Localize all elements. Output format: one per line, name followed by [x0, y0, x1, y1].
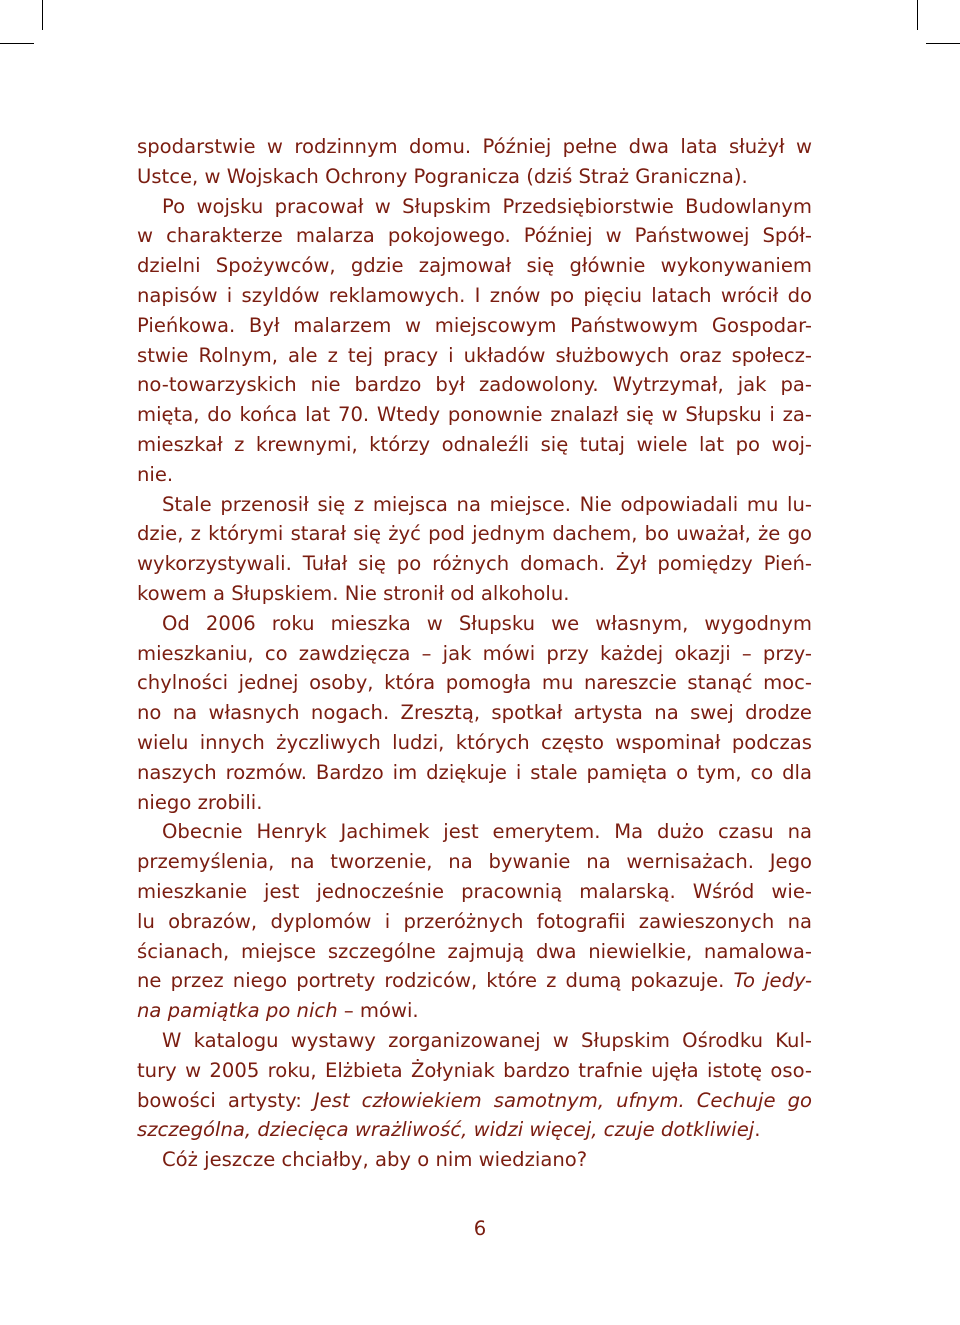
- text-run: bowości artysty:: [137, 1088, 302, 1112]
- text-run: mieszkaniu, co zawdzięcza – jak mówi przy każdej okazji – przy-: [137, 641, 812, 665]
- crop-mark-right: [926, 43, 960, 44]
- text-run: no na własnych nogach. Zresztą, spotkał artysta na swej drodze: [137, 701, 812, 725]
- text-run: – mówi.: [343, 999, 419, 1023]
- text-run: wielu innych życzliwych ludzi, których często wspominał podczas: [137, 730, 812, 754]
- text-line: [137, 996, 812, 1026]
- text-run: no-towarzyskich nie bardzo był zadowolony. Wytrzymał, jak pa-: [137, 373, 812, 397]
- body-text: [137, 132, 812, 1175]
- text-run: spodarstwie w rodzinnym domu. Później pełne dwa lata służył w: [137, 135, 812, 158]
- text-run: w charakterze malarza pokojowego. Później w Państwowej Spół-: [137, 224, 812, 248]
- text-run: dzielni Spożywców, gdzie zajmował się głównie wykonywaniem: [137, 254, 812, 278]
- text-run: chylności jednej osoby, która pomogła mu nareszcie stanąć moc-: [137, 671, 812, 695]
- text-line: [137, 847, 812, 877]
- text-line: [137, 251, 812, 281]
- text-run: mieszkanie jest jednocześnie pracownią malarską. Wśród wie-: [137, 879, 812, 903]
- text-line: [137, 1056, 812, 1086]
- text-run: W katalogu wystawy zorganizowanej w Słupskim Ośrodku Kul-: [162, 1028, 812, 1052]
- text-run: lu obrazów, dyplomów i przeróżnych fotografii zawieszonych na: [137, 909, 812, 933]
- text-line: [137, 132, 812, 162]
- text-line: [137, 519, 812, 549]
- text-line: [137, 221, 812, 251]
- text-line: [137, 728, 812, 758]
- text-run: tury w 2005 roku, Elżbieta Żołyniak bardzo trafnie ujęła istotę oso-: [137, 1058, 812, 1082]
- text-line: [137, 549, 812, 579]
- text-line: [137, 937, 812, 967]
- text-line: [137, 162, 812, 192]
- text-line: [137, 460, 812, 490]
- text-line: [137, 281, 812, 311]
- text-line: [137, 698, 812, 728]
- text-line: [137, 490, 812, 520]
- text-run: stwie Rolnym, ale z tej pracy i układów służbowych oraz społecz-: [137, 343, 812, 367]
- text-line: [137, 788, 812, 818]
- text-run: .: [754, 1118, 761, 1142]
- italic-quote: To jedy-: [733, 969, 812, 993]
- text-run: kowem a Słupskiem. Nie stronił od alkoholu.: [137, 581, 570, 605]
- text-line: [137, 817, 812, 847]
- text-line: [137, 579, 812, 609]
- page-number: 6: [473, 1217, 487, 1240]
- text-run: dzie, z którymi starał się żyć pod jednym dachem, bo uważał, że go: [137, 522, 812, 546]
- italic-quote: na pamiątka po nich: [137, 999, 338, 1023]
- text-run: Ustce, w Wojskach Ochrony Pogranicza (dziś Straż Graniczna).: [137, 164, 748, 188]
- text-run: Stale przenosił się z miejsca na miejsce. Nie odpowiadali mu lu-: [162, 492, 812, 516]
- italic-quote: Jest człowiekiem samotnym, ufnym. Cechuje go: [313, 1088, 812, 1112]
- text-run: naszych rozmów. Bardzo im dziękuje i stale pamięta o tym, co dla: [137, 760, 812, 784]
- crop-mark-top-left: [42, 0, 43, 30]
- text-run: Po wojsku pracował w Słupskim Przedsiębiorstwie Budowlanym: [162, 194, 812, 218]
- text-run: Cóż jeszcze chciałby, aby o nim wiedziano?: [162, 1148, 588, 1172]
- text-line: [137, 1086, 812, 1116]
- text-line: [137, 668, 812, 698]
- text-run: Obecnie Henryk Jachimek jest emerytem. Ma dużo czasu na: [162, 820, 812, 844]
- italic-quote: szczególna, dziecięca wrażliwość, widzi więcej, czuje dotkliwiej: [137, 1118, 755, 1142]
- text-run: ne przez niego portrety rodziców, które z dumą pokazuje.: [137, 969, 725, 993]
- text-run: Pieńkowa. Był malarzem w miejscowym Państwowym Gospodar-: [137, 313, 812, 337]
- text-run: wykorzystywali. Tułał się po różnych domach. Żył pomiędzy Pień-: [137, 552, 812, 576]
- text-line: [137, 1115, 812, 1145]
- text-line: [137, 430, 812, 460]
- text-line: [137, 1145, 812, 1175]
- text-run: nie.: [137, 462, 174, 486]
- text-line: [137, 1026, 812, 1056]
- text-line: [137, 639, 812, 669]
- text-run: niego zrobili.: [137, 790, 263, 814]
- text-line: [137, 907, 812, 937]
- text-run: napisów i szyldów reklamowych. I znów po pięciu latach wrócił do: [137, 283, 812, 307]
- text-run: mięta, do końca lat 70. Wtedy ponownie znalazł się w Słupsku i za-: [137, 403, 812, 427]
- crop-mark-top-right: [917, 0, 918, 30]
- text-run: ścianach, miejsce szczególne zajmują dwa niewielkie, namalowa-: [137, 939, 812, 963]
- text-line: [137, 311, 812, 341]
- text-line: [137, 609, 812, 639]
- text-run: Od 2006 roku mieszka w Słupsku we własnym, wygodnym: [162, 611, 812, 635]
- text-line: [137, 192, 812, 222]
- text-line: [137, 758, 812, 788]
- text-run: mieszkał z krewnymi, którzy odnaleźli się tutaj wiele lat po woj-: [137, 432, 812, 456]
- text-line: [137, 966, 812, 996]
- text-line: [137, 341, 812, 371]
- text-line: [137, 370, 812, 400]
- text-line: [137, 877, 812, 907]
- text-line: [137, 400, 812, 430]
- crop-mark-left: [0, 43, 34, 44]
- text-run: przemyślenia, na tworzenie, na bywanie na wernisażach. Jego: [137, 850, 812, 874]
